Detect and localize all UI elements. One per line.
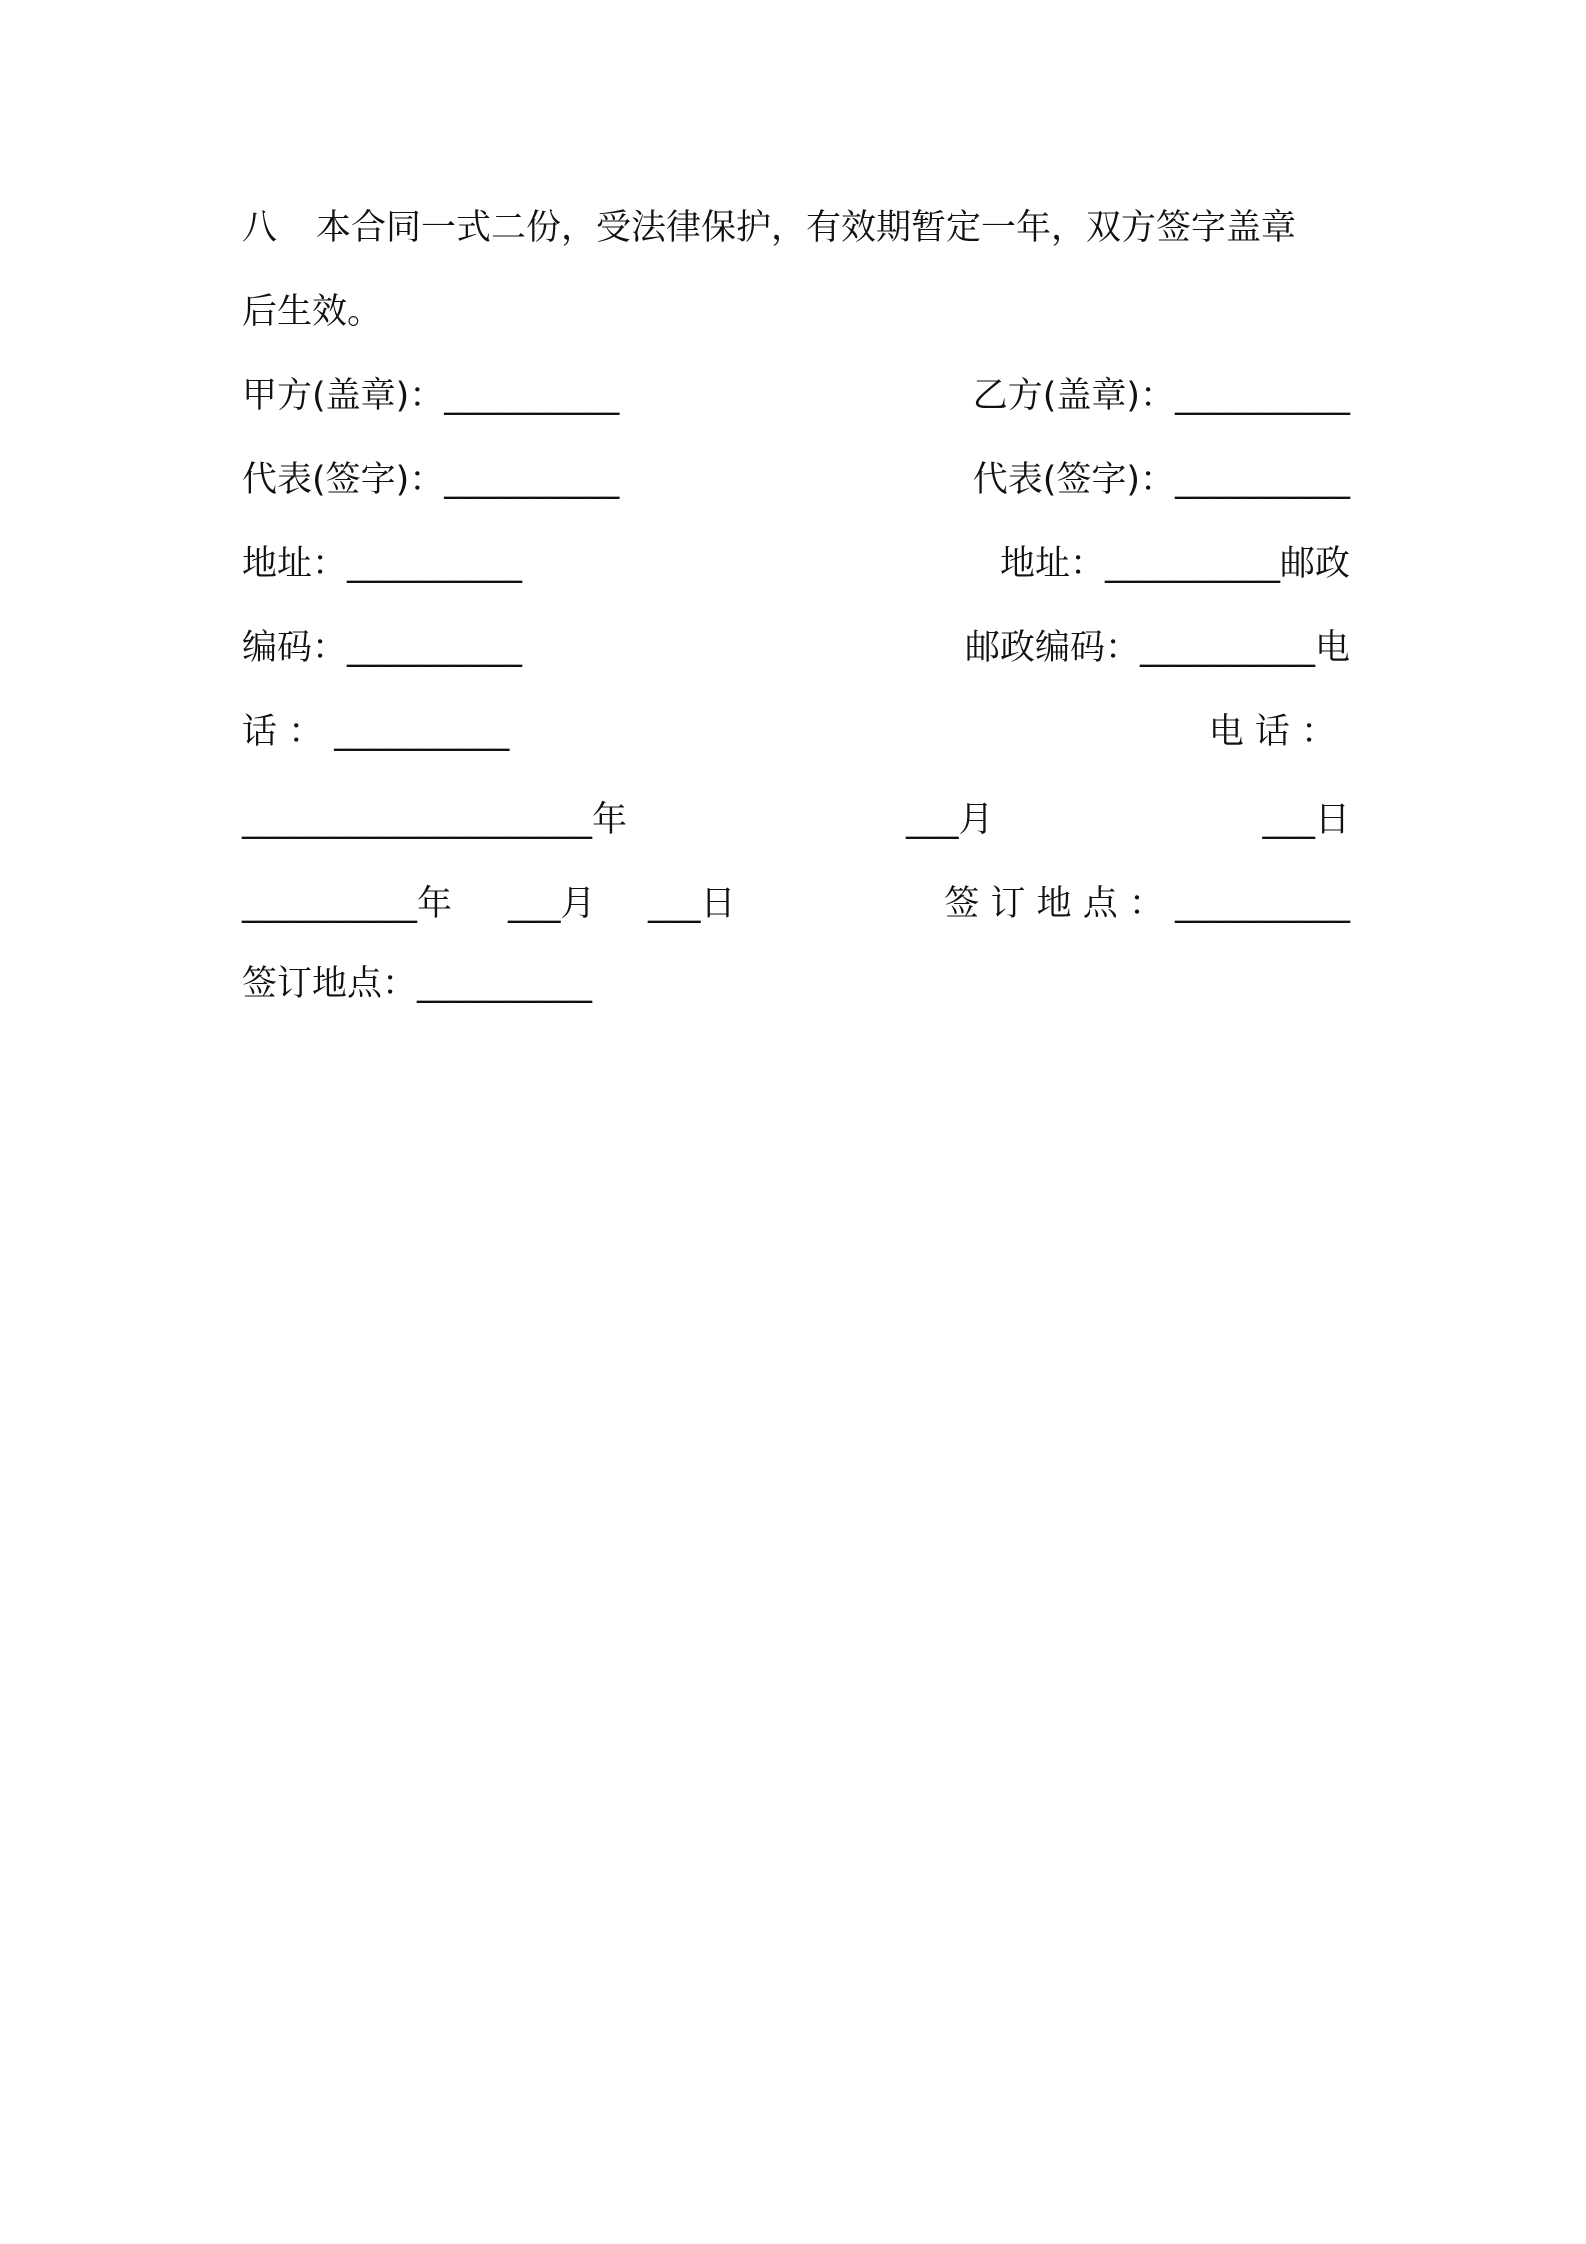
date-row-2 xyxy=(242,877,1350,931)
party-b-day-field: ___日 xyxy=(648,884,736,924)
party-a-seal-field: 甲方(盖章)：__________ xyxy=(242,376,620,416)
party-a-postcode-field: 编码：__________ xyxy=(242,628,523,668)
clause-text-continued: 后生效。 xyxy=(242,292,383,332)
sign-place-row xyxy=(242,957,1350,1011)
party-b-phone-label: 电 话 ： xyxy=(1208,712,1336,752)
party-a-address-field: 地址：__________ xyxy=(242,544,523,584)
party-a-representative-field: 代表(签字)：__________ xyxy=(242,460,620,500)
party-b-postcode-field: 邮政编码：__________电 xyxy=(964,628,1350,668)
party-a-day-field: ___日 xyxy=(1262,800,1350,840)
clause-line-1 xyxy=(242,201,1350,255)
clause-text: 本合同一式二份，受法律保护，有效期暂定一年，双方签字盖章 xyxy=(316,208,1297,248)
representative-row xyxy=(242,453,1350,507)
seal-row xyxy=(242,369,1350,423)
party-a-sign-place-field: 签订地点：__________ xyxy=(242,964,593,1004)
party-b-seal-field: 乙方(盖章)：__________ xyxy=(972,376,1350,416)
party-b-month-field: ___月 xyxy=(508,884,596,924)
party-b-sign-place-field: 签 订 地 点 ： __________ xyxy=(944,884,1350,924)
clause-number: 八 xyxy=(242,208,278,248)
phone-row xyxy=(242,705,1350,759)
postcode-row xyxy=(242,621,1350,675)
party-a-month-field: ___月 xyxy=(906,800,994,840)
party-b-year-field: __________年 xyxy=(242,884,453,924)
party-b-representative-field: 代表(签字)：__________ xyxy=(972,460,1350,500)
party-b-address-field: 地址：__________邮政 xyxy=(999,544,1350,584)
date-row-1 xyxy=(242,793,1350,847)
address-row xyxy=(242,537,1350,591)
party-a-year-field: ____________________年 xyxy=(242,800,628,840)
clause-line-2 xyxy=(242,285,1350,339)
party-a-phone-field: 话 ： __________ xyxy=(242,712,510,752)
